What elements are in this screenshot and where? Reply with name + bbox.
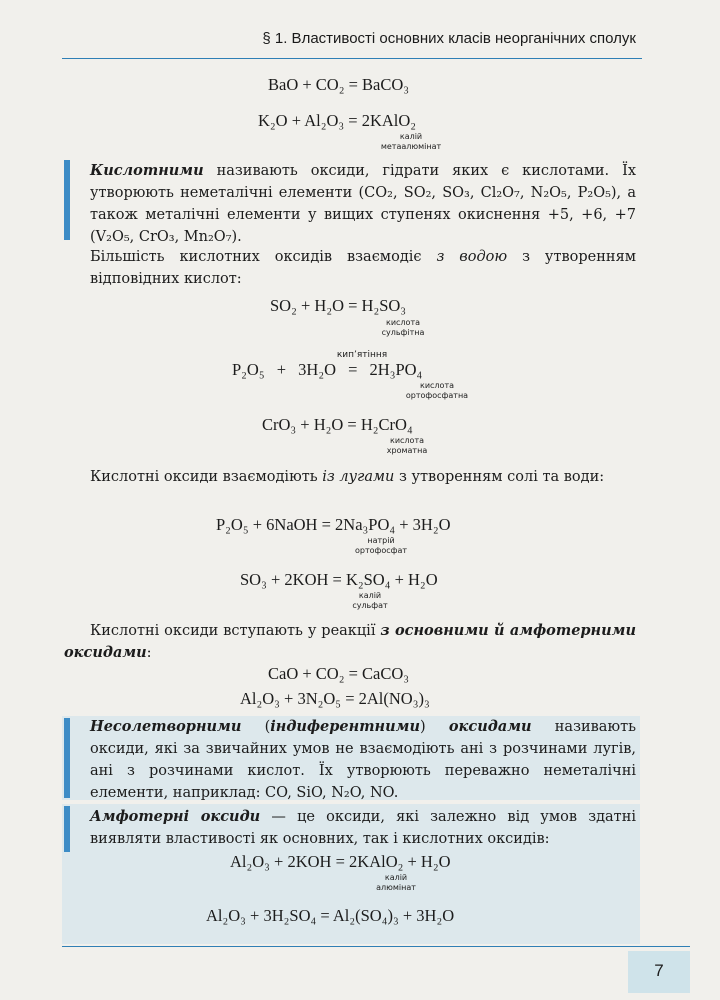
alkali-reaction-text: Кислотні оксиди взаємодіють із лугами з утворенням солі та води: [90,469,605,485]
nonsalt-oxides-definition: Несолетворними (індиферентними) оксидами називають оксиди, які за звичайних умов не взаємодіють ані з розчинами лугів, ані з розчинами кислот. Їх утворюють переважно неметалічні елементи, наприклад: CO, SiO, N₂O, NO. [90,718,636,801]
basic-oxides-reaction-text: Кислотні оксиди вступають у реакції з основними й амфотерними оксидами: [64,622,636,661]
equation-so2-h2o: SO₂ + H₂O = H₂SO₃ [270,296,407,315]
equation-al2o3-n2o5: Al₂O₃ + 3N₂O₅ = 2Al(NO₃)₃ [240,689,430,708]
equation-cao-co2: CaO + CO₂ = CaCO₃ [268,664,410,683]
footer-rule [62,946,690,947]
equation-p2o5-h2o: P₂O₅ + 3H₂O = 2H₃PO₄ [232,360,423,379]
equation-bao-co2: BaO + CO₂ = BaCO₃ [268,75,410,94]
amphoteric-oxides-definition: Амфотерні оксиди — це оксиди, які залежно від умов здатні виявляти властивості як основних, так і кислотних оксидів: [90,808,636,847]
definition-accent-bar [64,160,70,240]
equation-label: калій метаалюмінат [380,132,442,151]
acidic-oxides-definition: Кислотними називають оксиди, гідрати яких є кислотами. Їх утворюють неметалічні елементи (CO₂, SO₂, SO₃, Cl₂O₇, N₂O₅, P₂O₅), а також металічні елементи у вищих ступенях окиснення +5, +6, +7 (V₂O₅, CrO₃, Mn₂O₇). [90,162,636,245]
equation-al2o3-h2so4: Al₂O₃ + 3H₂SO₄ = Al₂(SO₄)₃ + 3H₂O [206,906,455,925]
equation-so3-koh: SO₃ + 2KOH = K₂SO₄ + H₂O [240,570,438,589]
equation-al2o3-koh: Al₂O₃ + 2KOH = 2KAlO₂ + H₂O [230,852,451,871]
page-number-tab [628,951,690,993]
reaction-condition: кип’ятіння [336,350,388,360]
equation-label: калій сульфат [352,591,388,610]
water-reaction-text: Більшість кислотних оксидів взаємодіє з водою з утворенням відповідних кислот: [90,249,636,287]
equation-label: кислота ортофосфатна [405,381,469,400]
equation-label: калій алюмінат [376,873,416,892]
equation-p2o5-naoh: P₂O₅ + 6NaOH = 2Na₃PO₄ + 3H₂O [216,515,451,534]
equation-label: кислота сульфітна [381,318,425,337]
section-header: § 1. Властивості основних класів неорганічних сполук [262,30,636,47]
equation-label: кислота хроматна [386,436,428,455]
definition-accent-bar [64,718,70,798]
definition-accent-bar [64,806,70,852]
equation-k2o-al2o3: K₂O + Al₂O₃ = 2KAlO₂ [258,111,417,130]
definition-term: Кислотними [90,162,204,179]
header-rule [62,58,642,59]
page-number: 7 [654,961,664,980]
equation-label: натрій ортофосфат [354,536,408,555]
equation-cro3-h2o: CrO₃ + H₂O = H₂CrO₄ [262,415,413,434]
